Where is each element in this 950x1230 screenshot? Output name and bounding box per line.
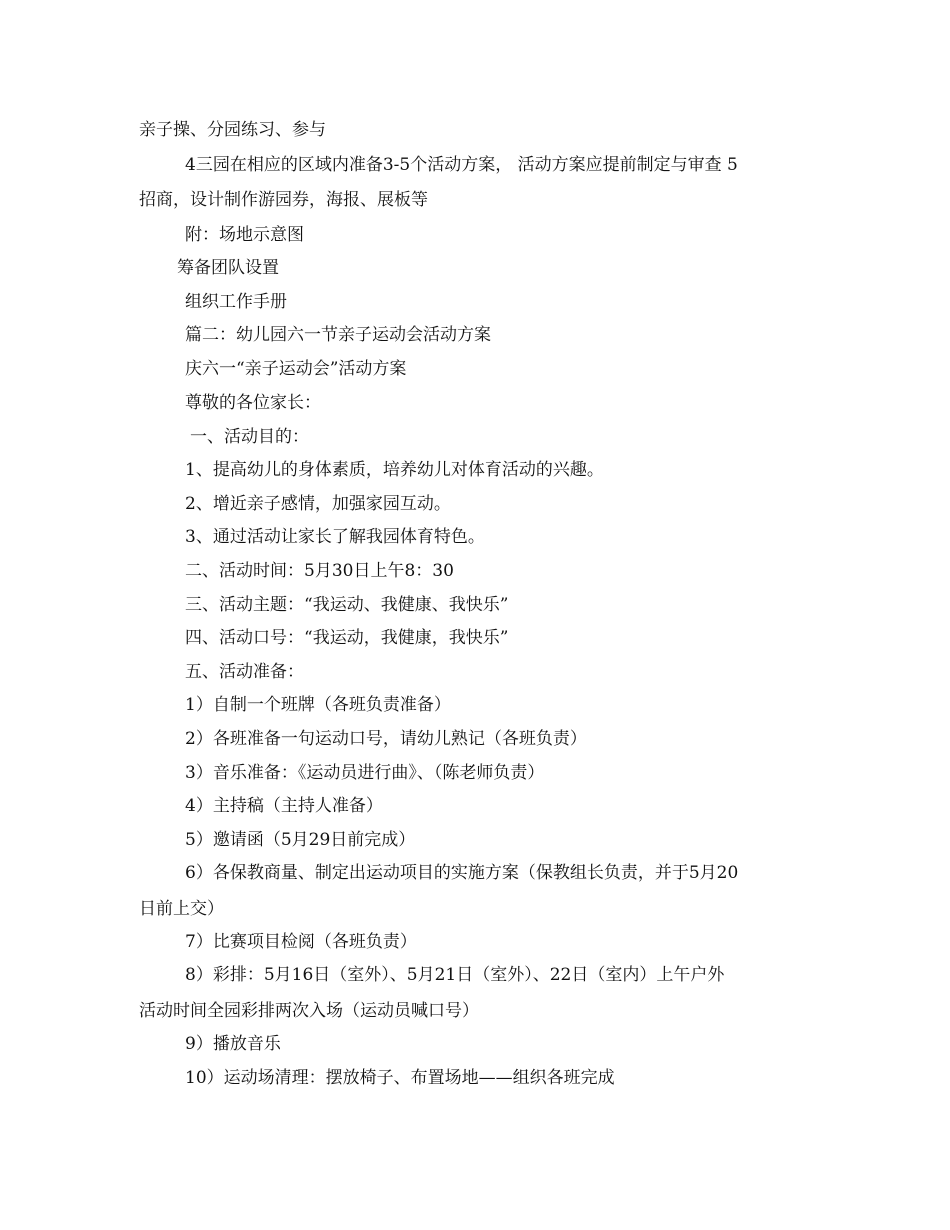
salutation: 尊敬的各位家长： bbox=[185, 393, 321, 413]
list-item: 4）主持稿（主持人准备） bbox=[185, 796, 383, 816]
list-item: 1）自制一个班牌（各班负责准备） bbox=[185, 695, 451, 715]
list-item: 2、增近亲子感情，加强家园互动。 bbox=[185, 494, 451, 514]
list-item: 1、提高幼儿的身体素质，培养幼儿对体育活动的兴趣。 bbox=[185, 460, 604, 480]
list-item: 10）运动场清理：摆放椅子、布置场地——组织各班完成 bbox=[185, 1068, 615, 1088]
text-line: 亲子操、分园练习、参与 bbox=[139, 120, 326, 140]
section-heading: 一、活动目的： bbox=[190, 427, 309, 447]
list-item: 3、通过活动让家长了解我园体育特色。 bbox=[185, 527, 485, 547]
list-item: 3）音乐准备：《运动员进行曲》、（陈老师负责） bbox=[185, 763, 545, 783]
section-heading: 四、活动口号：“我运动，我健康，我快乐” bbox=[185, 628, 509, 648]
list-item: 2）各班准备一句运动口号，请幼儿熟记（各班负责） bbox=[185, 729, 587, 749]
list-item: 8）彩排：5月16日（室外）、5月21日（室外）、22日（室内）上午户外 bbox=[185, 965, 725, 985]
document-title: 庆六一“亲子运动会”活动方案 bbox=[185, 359, 407, 379]
text-line: 组织工作手册 bbox=[185, 292, 287, 312]
text-line: 日前上交） bbox=[139, 899, 224, 919]
section-heading: 篇二：幼儿园六一节亲子运动会活动方案 bbox=[185, 325, 491, 345]
text-line: 招商，设计制作游园券，海报、展板等 bbox=[139, 190, 428, 210]
text-line: 4三园在相应的区域内准备3-5个活动方案， 活动方案应提前制定与审查 5 bbox=[185, 155, 738, 175]
text-line: 附：场地示意图 bbox=[185, 225, 304, 245]
text-line: 筹备团队设置 bbox=[177, 258, 279, 278]
list-item: 9）播放音乐 bbox=[185, 1034, 281, 1054]
list-item: 6）各保教商量、制定出运动项目的实施方案（保教组长负责，并于5月20 bbox=[185, 863, 739, 883]
section-heading: 五、活动准备： bbox=[185, 662, 304, 682]
list-item: 5）邀请函（5月29日前完成） bbox=[185, 830, 416, 850]
list-item: 7）比赛项目检阅（各班负责） bbox=[185, 932, 417, 952]
section-heading: 二、活动时间：5月30日上午8：30 bbox=[185, 561, 454, 581]
text-line: 活动时间全园彩排两次入场（运动员喊口号） bbox=[139, 1001, 479, 1021]
section-heading: 三、活动主题：“我运动、我健康、我快乐” bbox=[185, 595, 509, 615]
